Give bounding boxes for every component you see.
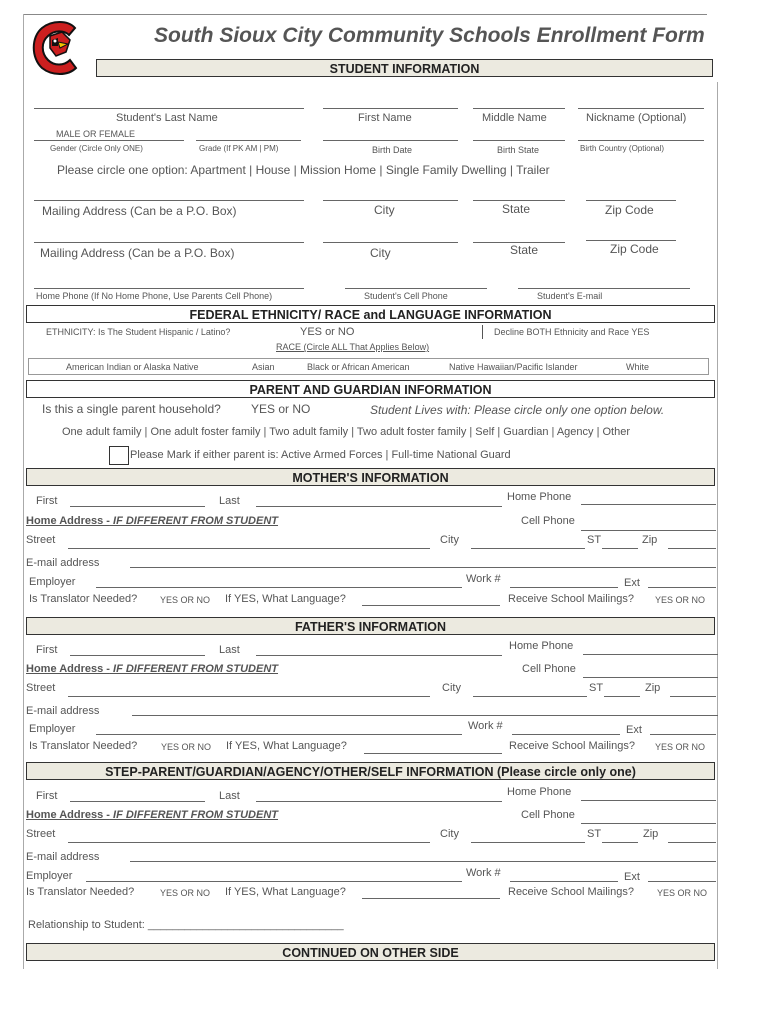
mother-first-label: First xyxy=(36,495,58,507)
father-home-phone-field[interactable] xyxy=(583,654,718,655)
race-american-indian[interactable]: American Indian or Alaska Native xyxy=(66,362,199,372)
mother-street-label: Street xyxy=(26,534,56,546)
mother-mailings-yes-no[interactable]: YES OR NO xyxy=(655,595,706,605)
race-heading: RACE (Circle ALL That Applies Below) xyxy=(276,342,430,352)
father-email-field[interactable] xyxy=(132,715,718,716)
step-mailings-yes-no[interactable]: YES OR NO xyxy=(657,888,708,898)
step-city-label: City xyxy=(440,828,459,840)
father-city-label: City xyxy=(442,682,461,694)
city-1-field[interactable] xyxy=(323,200,458,201)
father-ext-field[interactable] xyxy=(650,734,716,735)
step-ext-label: Ext xyxy=(624,871,640,883)
mother-employer-field[interactable] xyxy=(96,587,462,588)
birth-state-label: Birth State xyxy=(497,145,540,155)
parent-guardian-header: PARENT AND GUARDIAN INFORMATION xyxy=(26,380,715,398)
decline-divider xyxy=(482,325,483,339)
father-st-label: ST xyxy=(589,682,604,694)
mother-cell-label: Cell Phone xyxy=(521,515,575,527)
father-language-field[interactable] xyxy=(364,753,502,754)
father-zip-field[interactable] xyxy=(670,696,716,697)
ethnicity-yes-no[interactable]: YES or NO xyxy=(300,326,355,338)
family-options[interactable]: One adult family | One adult foster family | Two adult family | Two adult foster family | Self | Guardian | Agency | Other xyxy=(62,426,631,438)
mother-last-field[interactable] xyxy=(256,506,502,507)
step-language-field[interactable] xyxy=(362,898,500,899)
mother-st-field[interactable] xyxy=(602,548,638,549)
student-email-field[interactable] xyxy=(518,288,690,289)
student-cell-field[interactable] xyxy=(345,288,487,289)
father-language-label: If YES, What Language? xyxy=(226,740,347,752)
mother-home-phone-label: Home Phone xyxy=(507,491,572,503)
cardinal-logo xyxy=(28,18,86,78)
mailing-address-2-label: Mailing Address (Can be a P.O. Box) xyxy=(40,246,235,260)
ethnicity-header: FEDERAL ETHNICITY/ RACE and LANGUAGE INFORMATION xyxy=(26,305,715,323)
father-ext-label: Ext xyxy=(626,724,642,736)
father-work-field[interactable] xyxy=(512,734,620,735)
step-street-label: Street xyxy=(26,828,56,840)
father-translator-yes-no[interactable]: YES OR NO xyxy=(161,742,212,752)
decline-option[interactable]: Decline BOTH Ethnicity and Race YES xyxy=(494,327,650,337)
father-first-label: First xyxy=(36,644,58,656)
step-last-label: Last xyxy=(219,790,240,802)
mother-work-label: Work # xyxy=(466,573,501,585)
step-zip-field[interactable] xyxy=(668,842,716,843)
mother-language-field[interactable] xyxy=(362,605,500,606)
mother-header: MOTHER'S INFORMATION xyxy=(26,468,715,486)
father-zip-label: Zip xyxy=(645,682,661,694)
last-name-label: Student's Last Name xyxy=(116,112,218,124)
mother-translator-yes-no[interactable]: YES OR NO xyxy=(160,595,211,605)
step-cell-label: Cell Phone xyxy=(521,809,575,821)
step-first-field[interactable] xyxy=(70,801,205,802)
step-last-field[interactable] xyxy=(256,801,502,802)
father-street-label: Street xyxy=(26,682,56,694)
state-1-label: State xyxy=(502,202,531,216)
mother-language-label: If YES, What Language? xyxy=(225,593,346,605)
middle-name-label: Middle Name xyxy=(482,112,547,124)
father-first-field[interactable] xyxy=(70,655,205,656)
race-black[interactable]: Black or African American xyxy=(307,362,410,372)
mother-city-field[interactable] xyxy=(471,548,585,549)
step-city-field[interactable] xyxy=(471,842,585,843)
if-different-note: IF DIFFERENT FROM STUDENT xyxy=(113,663,279,675)
nickname-label: Nickname (Optional) xyxy=(586,112,687,124)
zip-1-field[interactable] xyxy=(586,200,676,201)
male-female-option[interactable]: MALE OR FEMALE xyxy=(56,129,136,139)
birth-state-field[interactable] xyxy=(473,140,565,141)
student-email-label: Student's E-mail xyxy=(537,291,603,301)
step-ext-field[interactable] xyxy=(648,881,716,882)
step-first-label: First xyxy=(36,790,58,802)
mother-mailings-label: Receive School Mailings? xyxy=(508,593,634,605)
step-mailings-label: Receive School Mailings? xyxy=(508,886,634,898)
step-language-label: If YES, What Language? xyxy=(225,886,346,898)
mother-cell-field[interactable] xyxy=(581,530,716,531)
mother-zip-field[interactable] xyxy=(668,548,716,549)
if-different-note: IF DIFFERENT FROM STUDENT xyxy=(113,809,279,821)
grade-field[interactable] xyxy=(196,140,301,141)
step-employer-field[interactable] xyxy=(86,881,462,882)
father-work-label: Work # xyxy=(468,720,503,732)
father-mailings-label: Receive School Mailings? xyxy=(509,740,635,752)
home-phone-label: Home Phone (If No Home Phone, Use Parents Cell Phone) xyxy=(36,291,273,301)
step-st-label: ST xyxy=(587,828,602,840)
step-cell-field[interactable] xyxy=(581,823,716,824)
step-email-field[interactable] xyxy=(130,861,716,862)
step-home-address-label: Home Address - IF DIFFERENT FROM STUDENT xyxy=(26,809,279,821)
father-st-field[interactable] xyxy=(604,696,640,697)
step-translator-yes-no[interactable]: YES OR NO xyxy=(160,888,211,898)
city-2-field[interactable] xyxy=(323,242,458,243)
father-employer-field[interactable] xyxy=(96,734,462,735)
continued-footer: CONTINUED ON OTHER SIDE xyxy=(26,943,715,961)
mother-home-address-label: Home Address - IF DIFFERENT FROM STUDENT xyxy=(26,515,279,527)
military-label: Please Mark if either parent is: Active Armed Forces | Full-time National Guard xyxy=(130,449,511,461)
top-rule xyxy=(23,14,707,15)
mother-city-label: City xyxy=(440,534,459,546)
gender-label: Gender (Circle Only ONE) xyxy=(50,144,143,153)
city-2-label: City xyxy=(370,246,391,260)
zip-1-label: Zip Code xyxy=(605,203,654,217)
father-cell-label: Cell Phone xyxy=(522,663,576,675)
home-phone-field[interactable] xyxy=(34,288,304,289)
mother-st-label: ST xyxy=(587,534,602,546)
mother-employer-label: Employer xyxy=(29,576,76,588)
father-translator-label: Is Translator Needed? xyxy=(29,740,138,752)
race-white[interactable]: White xyxy=(626,362,650,372)
mother-last-label: Last xyxy=(219,495,240,507)
father-employer-label: Employer xyxy=(29,723,76,735)
student-info-header: STUDENT INFORMATION xyxy=(96,59,713,77)
gender-line xyxy=(34,140,184,141)
mother-email-field[interactable] xyxy=(130,567,716,568)
student-last-name-field[interactable] xyxy=(34,108,304,109)
student-cell-label: Student's Cell Phone xyxy=(364,291,448,301)
mother-email-label: E-mail address xyxy=(26,557,100,569)
student-first-name-field[interactable] xyxy=(323,108,458,109)
father-cell-field[interactable] xyxy=(583,677,718,678)
step-home-phone-label: Home Phone xyxy=(507,786,572,798)
birth-country-label: Birth Country (Optional) xyxy=(580,144,665,153)
birth-date-field[interactable] xyxy=(323,140,458,141)
father-home-phone-label: Home Phone xyxy=(509,640,574,652)
mailing-address-1-field[interactable] xyxy=(34,200,304,201)
military-checkbox[interactable] xyxy=(109,446,129,465)
student-nickname-field[interactable] xyxy=(578,108,704,109)
step-translator-label: Is Translator Needed? xyxy=(26,886,135,898)
step-work-field[interactable] xyxy=(510,881,618,882)
race-pacific-islander[interactable]: Native Hawaiian/Pacific Islander xyxy=(449,362,578,372)
step-parent-header: STEP-PARENT/GUARDIAN/AGENCY/OTHER/SELF INFORMATION (Please circle only one) xyxy=(26,762,715,780)
mother-work-field[interactable] xyxy=(510,587,618,588)
mother-first-field[interactable] xyxy=(70,506,205,507)
mailing-address-1-label: Mailing Address (Can be a P.O. Box) xyxy=(42,204,237,218)
dwelling-options[interactable]: Please circle one option: Apartment | House | Mission Home | Single Family Dwelling | Trailer xyxy=(57,163,550,177)
father-header: FATHER'S INFORMATION xyxy=(26,617,715,635)
city-1-label: City xyxy=(374,203,395,217)
relationship-label: Relationship to Student: ________________________________ xyxy=(28,919,344,931)
single-parent-question: Is this a single parent household? xyxy=(42,402,221,416)
zip-2-label: Zip Code xyxy=(610,242,659,256)
grade-label: Grade (If PK AM | PM) xyxy=(199,144,279,153)
first-name-label: First Name xyxy=(358,112,412,124)
state-2-label: State xyxy=(510,243,539,257)
father-email-label: E-mail address xyxy=(26,705,100,717)
step-street-field[interactable] xyxy=(68,842,430,843)
step-employer-label: Employer xyxy=(26,870,73,882)
father-city-field[interactable] xyxy=(473,696,587,697)
form-title: South Sioux City Community Schools Enrollment Form xyxy=(154,24,705,47)
lives-with-label: Student Lives with: Please circle only one option below. xyxy=(370,403,665,417)
step-email-label: E-mail address xyxy=(26,851,100,863)
left-rule xyxy=(23,14,24,969)
father-street-field[interactable] xyxy=(68,696,430,697)
student-middle-name-field[interactable] xyxy=(473,108,565,109)
step-zip-label: Zip xyxy=(643,828,659,840)
mailing-address-2-field[interactable] xyxy=(34,242,304,243)
zip-2-field[interactable] xyxy=(586,240,676,241)
step-home-phone-field[interactable] xyxy=(581,800,716,801)
birth-country-field[interactable] xyxy=(578,140,704,141)
mother-translator-label: Is Translator Needed? xyxy=(29,593,138,605)
mother-street-field[interactable] xyxy=(68,548,430,549)
birth-date-label: Birth Date xyxy=(372,145,413,155)
if-different-note: IF DIFFERENT FROM STUDENT xyxy=(113,515,279,527)
mother-zip-label: Zip xyxy=(642,534,658,546)
father-last-field[interactable] xyxy=(256,655,502,656)
step-work-label: Work # xyxy=(466,867,501,879)
race-asian[interactable]: Asian xyxy=(252,362,275,372)
father-home-address-label: Home Address - IF DIFFERENT FROM STUDENT xyxy=(26,663,279,675)
single-parent-yes-no[interactable]: YES or NO xyxy=(251,402,311,416)
mother-ext-label: Ext xyxy=(624,577,640,589)
step-st-field[interactable] xyxy=(602,842,638,843)
father-last-label: Last xyxy=(219,644,240,656)
right-rule xyxy=(717,82,718,969)
father-mailings-yes-no[interactable]: YES OR NO xyxy=(655,742,706,752)
mother-ext-field[interactable] xyxy=(648,587,716,588)
ethnicity-question: ETHNICITY: Is The Student Hispanic / Latino? xyxy=(46,327,231,337)
state-1-field[interactable] xyxy=(473,200,565,201)
mother-home-phone-field[interactable] xyxy=(581,504,716,505)
